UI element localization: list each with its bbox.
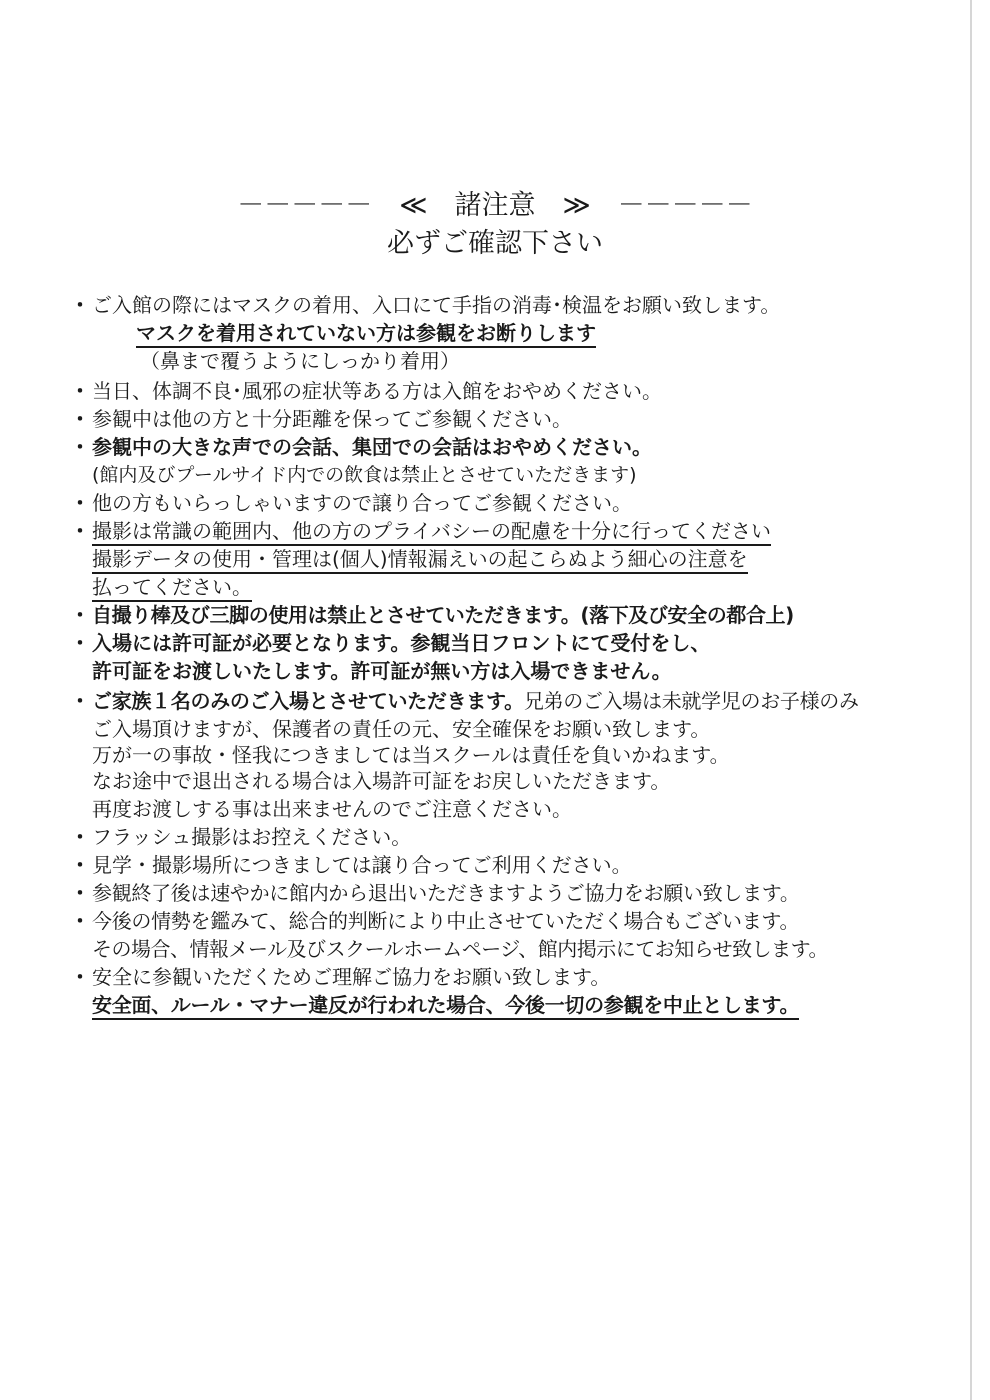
page-subtitle: 必ずご確認下さい: [387, 228, 603, 259]
notice-line: 今後の情勢を鑑みて、総合的判断により中止させていただく場合もございます。: [92, 909, 800, 933]
bullet-marker: ・: [70, 519, 90, 543]
notice-line: 参観中は他の方と十分距離を保ってご参観ください。: [92, 407, 572, 431]
notice-line-bold: ご家族１名のみのご入場とさせていただきます。: [92, 689, 524, 713]
notice-line-bold: 自撮り棒及び三脚の使用は禁止とさせていただきます。(落下及び安全の都合上): [92, 603, 794, 627]
notice-line: ご入館の際にはマスクの着用、入口にて手指の消毒･検温をお願い致します。: [92, 293, 781, 317]
notice-line: 参観終了後は速やかに館内から退出いただきますようご協力をお願い致します。: [92, 881, 800, 905]
notice-line: 当日、体調不良･風邪の症状等ある方は入館をおやめください。: [92, 379, 662, 403]
bullet-marker: ・: [70, 825, 90, 849]
bullet-marker: ・: [70, 293, 90, 317]
bullet-marker: ・: [70, 909, 90, 933]
notice-line: (館内及びプールサイド内での飲食は禁止とさせていただきます): [92, 464, 637, 486]
notice-line-bold: 許可証をお渡しいたします。許可証が無い方は入場できません。: [92, 659, 672, 683]
notice-line: 兄弟のご入場は未就学児のお子様のみ: [523, 689, 859, 713]
notice-line-emphasis: 安全面、ルール・マナー違反が行われた場合、今後一切の参観を中止とします。: [92, 993, 799, 1020]
notice-line: その場合、情報メール及びスクールホームページ、館内掲示にてお知らせ致します。: [92, 937, 828, 961]
bullet-marker: ・: [70, 379, 90, 403]
notice-line: 万が一の事故・怪我につきましては当スクールは責任を負いかねます。: [92, 743, 730, 767]
notice-line: 安全に参観いただくためご理解ご協力をお願い致します。: [92, 965, 611, 989]
notice-line: （鼻まで覆うようにしっかり着用）: [140, 349, 460, 373]
bullet-marker: ・: [70, 853, 90, 877]
notice-line-underlined: 払ってください。: [92, 575, 252, 602]
notice-line: 見学・撮影場所につきましては譲り合ってご利用ください。: [92, 853, 632, 877]
bullet-marker: ・: [70, 603, 90, 627]
notice-line: ご入場頂けますが、保護者の責任の元、安全確保をお願い致します。: [92, 717, 711, 741]
bullet-marker: ・: [70, 631, 90, 655]
notice-line-underlined: 撮影データの使用・管理は(個人)情報漏えいの起こらぬよう細心の注意を: [92, 547, 748, 574]
bullet-marker: ・: [70, 407, 90, 431]
bullet-marker: ・: [70, 689, 90, 713]
bullet-marker: ・: [70, 881, 90, 905]
notice-line: 他の方もいらっしゃいますので譲り合ってご参観ください。: [92, 491, 632, 515]
bullet-marker: ・: [70, 965, 90, 989]
bullet-marker: ・: [70, 491, 90, 515]
notice-line: フラッシュ撮影はお控えください。: [92, 825, 412, 849]
notice-line: なお途中で退出される場合は入場許可証をお戻しいただきます。: [92, 769, 671, 793]
notice-line-bold: 入場には許可証が必要となります。参観当日フロントにて受付をし、: [92, 631, 711, 655]
bullet-marker: ・: [70, 435, 90, 459]
notice-line-underlined: 撮影は常識の範囲内、他の方のプライバシーの配慮を十分に行ってください: [92, 519, 771, 546]
notice-line-emphasis: マスクを着用されていない方は参観をお断りします: [136, 321, 596, 348]
page-title: －－－－－ ≪ 諸注意 ≫ －－－－－: [237, 190, 753, 221]
notice-line-bold: 参観中の大きな声での会話、集団での会話はおやめください。: [92, 435, 652, 459]
notice-line: 再度お渡しする事は出来ませんのでご注意ください。: [92, 797, 572, 821]
